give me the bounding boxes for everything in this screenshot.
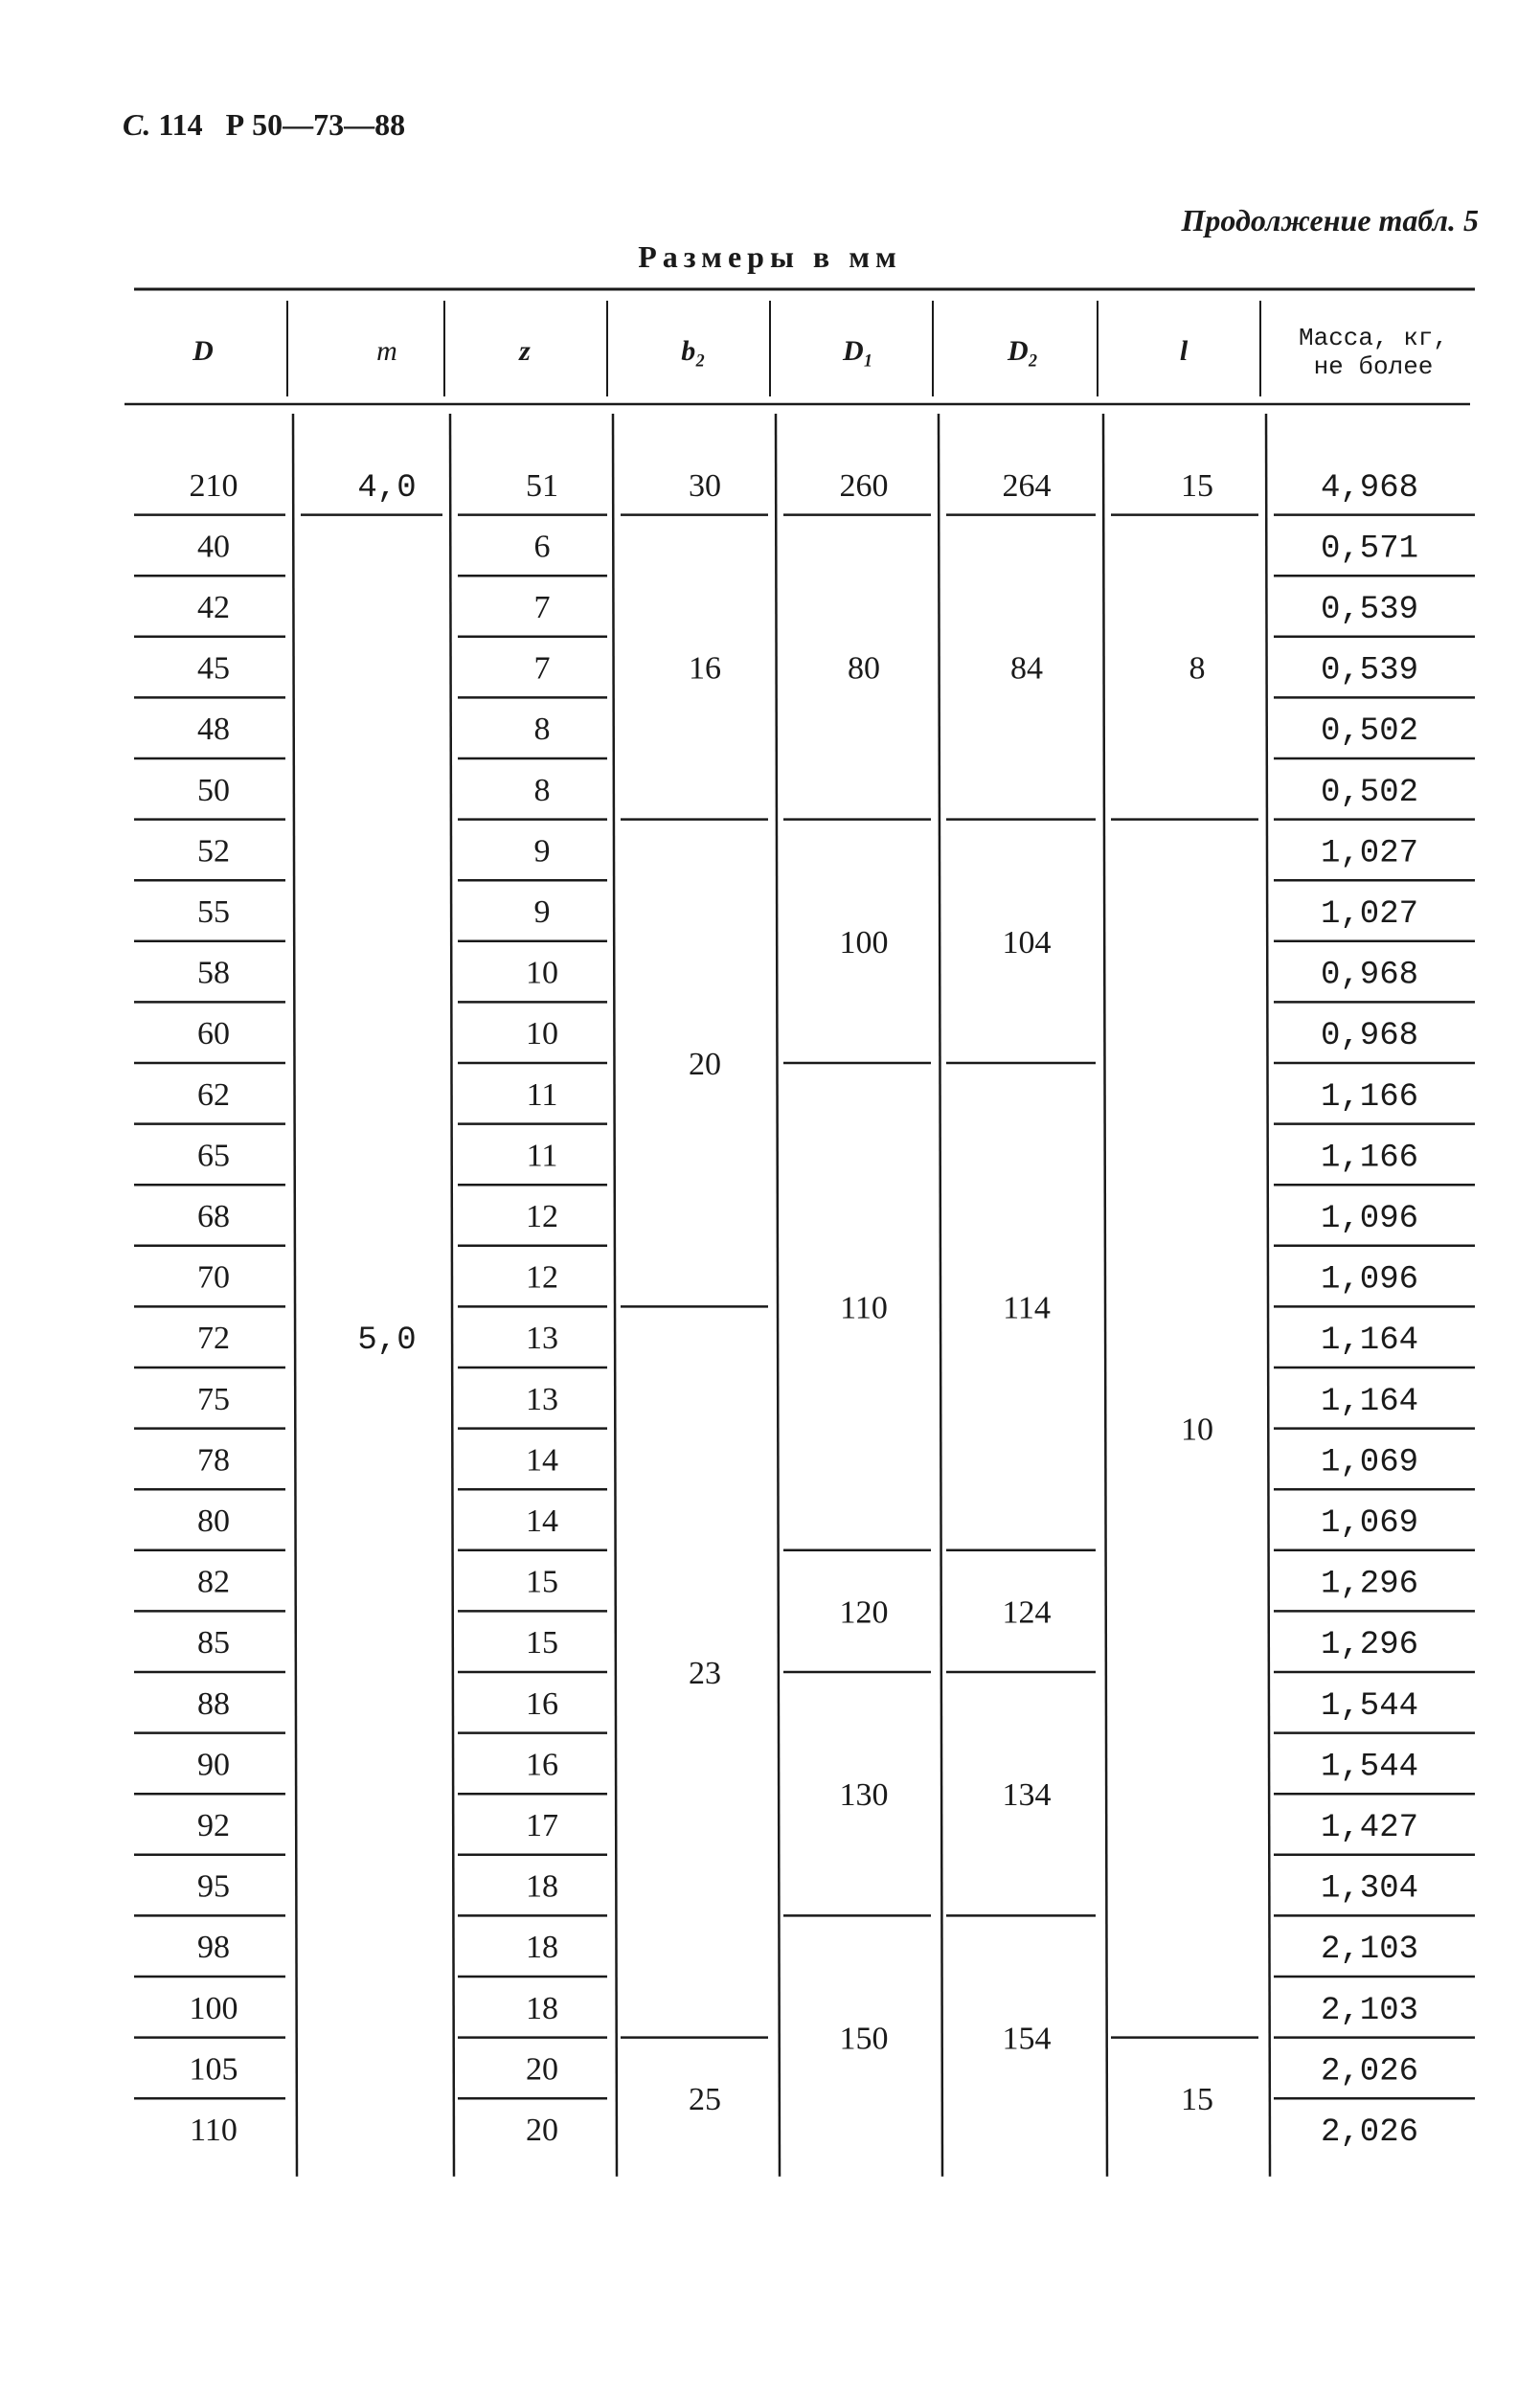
cell-b2: 16 (689, 650, 721, 687)
cell-D: 68 (197, 1199, 230, 1234)
cell-mass: 0,502 (1320, 713, 1419, 751)
cell-D: 95 (197, 1868, 230, 1905)
cell-D2: 84 (1010, 650, 1043, 687)
cell-D: 90 (197, 1747, 230, 1783)
cell-mass: 1,296 (1320, 1566, 1419, 1603)
cell-D1: 100 (839, 924, 889, 961)
cell-D: 110 (190, 2113, 238, 2148)
cell-b2: 23 (689, 1656, 721, 1691)
cell-mass: 1,027 (1320, 896, 1419, 933)
cell-mass: 1,544 (1320, 1749, 1419, 1786)
cell-m: 4,0 (357, 469, 417, 507)
cell-mass: 1,096 (1320, 1201, 1419, 1237)
cell-D: 45 (197, 650, 230, 687)
cell-z: 15 (526, 1564, 558, 1600)
header-mass-line2: не более (1313, 352, 1434, 381)
cell-z: 11 (526, 1076, 558, 1113)
column-separator (450, 414, 454, 2177)
cell-D1: 110 (840, 1290, 888, 1326)
cell-D: 210 (189, 467, 238, 504)
cell-mass: 1,164 (1320, 1383, 1419, 1420)
cell-D2: 114 (1003, 1290, 1051, 1326)
column-separator (776, 414, 780, 2177)
cell-z: 10 (526, 955, 558, 991)
cell-D1: 150 (839, 2021, 889, 2057)
header-b2: b₂ (681, 335, 706, 367)
cell-z: 16 (526, 1747, 558, 1783)
cell-z: 20 (526, 2113, 558, 2148)
cell-D: 52 (197, 833, 230, 870)
cell-z: 9 (533, 894, 551, 930)
cell-z: 8 (533, 772, 551, 808)
cell-D1: 120 (839, 1594, 889, 1631)
cell-D: 40 (197, 529, 230, 565)
cell-mass: 2,026 (1320, 2053, 1419, 2091)
cell-D: 48 (197, 712, 230, 748)
cell-D: 80 (197, 1503, 230, 1539)
cell-mass: 1,069 (1320, 1444, 1419, 1481)
cell-b2: 30 (689, 467, 721, 504)
cell-z: 12 (526, 1199, 558, 1234)
cell-z: 18 (526, 1930, 558, 1966)
cell-z: 13 (526, 1381, 558, 1417)
cell-l: 15 (1181, 467, 1213, 504)
cell-D: 55 (197, 894, 230, 930)
cell-z: 18 (526, 1868, 558, 1905)
cell-z: 6 (533, 529, 551, 565)
cell-mass: 0,571 (1320, 531, 1419, 568)
cell-z: 10 (526, 1016, 558, 1052)
cell-D: 88 (197, 1685, 230, 1722)
cell-D2: 154 (1002, 2021, 1052, 2057)
column-separator (939, 414, 942, 2177)
cell-mass: 1,166 (1320, 1078, 1419, 1116)
cell-mass: 1,544 (1320, 1687, 1419, 1725)
cell-z: 51 (526, 467, 558, 504)
cell-mass: 0,539 (1320, 592, 1419, 628)
cell-D: 92 (197, 1808, 230, 1843)
header-D: D (192, 335, 214, 367)
column-separator (1103, 414, 1107, 2177)
header-z: z (519, 335, 531, 367)
cell-z: 8 (533, 712, 551, 748)
header-D1: D₁ (842, 335, 874, 367)
cell-D: 50 (197, 772, 230, 808)
cell-z: 14 (526, 1503, 558, 1539)
cell-mass: 2,103 (1320, 1932, 1419, 1969)
cell-z: 11 (526, 1138, 558, 1174)
cell-mass: 4,968 (1320, 469, 1419, 507)
cell-mass: 1,164 (1320, 1322, 1419, 1360)
page-prefix: С. (123, 107, 151, 142)
column-separator (293, 414, 297, 2177)
cell-l: 15 (1181, 2082, 1213, 2118)
cell-mass: 2,026 (1320, 2114, 1419, 2151)
header-D2: D₂ (1007, 335, 1039, 367)
cell-D: 60 (197, 1016, 230, 1052)
cell-mass: 2,103 (1320, 1992, 1419, 2029)
header-mass-line1: Масса, кг, (1298, 324, 1449, 352)
cell-D: 98 (197, 1930, 230, 1966)
column-separator (613, 414, 617, 2177)
cell-mass: 1,166 (1320, 1140, 1419, 1177)
cell-D: 105 (189, 2051, 238, 2088)
cell-z: 17 (526, 1808, 558, 1843)
cell-D: 72 (197, 1321, 230, 1357)
cell-D: 85 (197, 1625, 230, 1661)
cell-z: 20 (526, 2051, 558, 2088)
cell-D2: 264 (1002, 467, 1052, 504)
cell-mass: 1,069 (1320, 1505, 1419, 1542)
units-caption: Размеры в мм (638, 239, 902, 274)
cell-z: 12 (526, 1259, 558, 1296)
cell-b2: 20 (689, 1047, 721, 1082)
table-continuation-caption: Продолжение табл. 5 (1181, 203, 1479, 237)
cell-mass: 1,296 (1320, 1627, 1419, 1664)
cell-mass: 0,539 (1320, 652, 1419, 689)
cell-D: 75 (197, 1381, 230, 1417)
cell-mass: 1,096 (1320, 1261, 1419, 1299)
cell-D: 78 (197, 1442, 230, 1479)
cell-D: 82 (197, 1564, 230, 1600)
cell-D: 58 (197, 955, 230, 991)
column-separator (1266, 414, 1270, 2177)
cell-D1: 80 (848, 650, 880, 687)
cell-D2: 134 (1002, 1777, 1052, 1814)
cell-m: 5,0 (357, 1322, 417, 1360)
cell-mass: 0,968 (1320, 1018, 1419, 1055)
cell-z: 13 (526, 1321, 558, 1357)
cell-mass: 1,304 (1320, 1870, 1419, 1908)
cell-D2: 104 (1002, 924, 1052, 961)
cell-l: 8 (1189, 650, 1206, 687)
cell-z: 16 (526, 1685, 558, 1722)
cell-D: 70 (197, 1259, 230, 1296)
cell-D2: 124 (1002, 1594, 1052, 1631)
cell-z: 7 (533, 650, 551, 687)
cell-z: 9 (533, 833, 551, 870)
cell-D1: 260 (839, 467, 889, 504)
page-number: 114 (158, 107, 203, 142)
cell-z: 7 (533, 590, 551, 625)
cell-mass: 0,968 (1320, 957, 1419, 994)
cell-D: 62 (197, 1076, 230, 1113)
cell-mass: 1,027 (1320, 835, 1419, 872)
cell-b2: 25 (689, 2082, 721, 2118)
cell-D: 65 (197, 1138, 230, 1174)
document-code: Р 50—73—88 (225, 107, 406, 142)
cell-z: 15 (526, 1625, 558, 1661)
cell-l: 10 (1181, 1412, 1213, 1448)
header-l: l (1179, 335, 1189, 367)
cell-z: 18 (526, 1990, 558, 2026)
cell-mass: 0,502 (1320, 774, 1419, 811)
cell-D: 42 (197, 590, 230, 625)
cell-D1: 130 (839, 1777, 889, 1814)
cell-D: 100 (189, 1990, 238, 2026)
cell-mass: 1,427 (1320, 1810, 1419, 1846)
cell-z: 14 (526, 1442, 558, 1479)
header-m: m (376, 335, 397, 367)
